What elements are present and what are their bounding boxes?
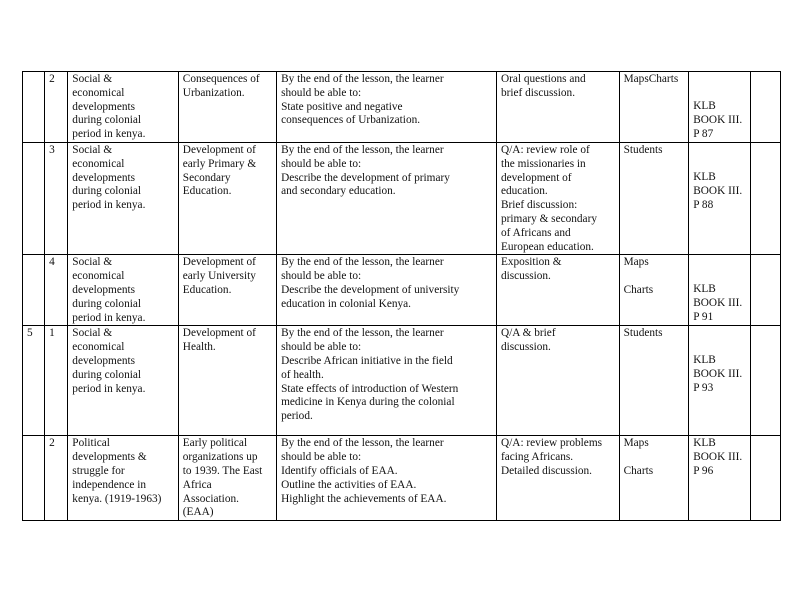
resources-cell xyxy=(619,436,689,521)
resource-item: MapsCharts xyxy=(623,73,679,85)
remarks-cell xyxy=(751,143,781,255)
remarks-cell xyxy=(751,72,781,143)
objectives-cell: By the end of the lesson, the learner should be able to: Describe the development of primary and secondary education. xyxy=(277,143,497,255)
reference-cell: KLB BOOK III. P 96 xyxy=(689,436,751,521)
table-row xyxy=(23,436,781,521)
table-row xyxy=(23,326,781,436)
resource-item: Students xyxy=(623,144,663,156)
activities-cell: Oral questions and brief discussion. xyxy=(496,72,619,143)
lesson-cell: 2 xyxy=(45,436,68,521)
topic-cell: Social & economical developments during colonial period in kenya. xyxy=(68,255,178,326)
week-cell xyxy=(23,72,45,143)
subtopic-cell: Development of Health. xyxy=(178,326,276,436)
lesson-cell: 2 xyxy=(45,72,68,143)
subtopic-cell: Early political organizations up to 1939. The East Africa Association. (EAA) xyxy=(178,436,276,521)
topic-cell: Social & economical developments during colonial period in kenya. xyxy=(68,72,178,143)
objectives-cell: By the end of the lesson, the learner should be able to: Describe the development of university education in colonial Kenya. xyxy=(277,255,497,326)
objectives-cell: By the end of the lesson, the learner should be able to: State positive and negative consequences of Urbanization. xyxy=(277,72,497,143)
scheme-of-work-table xyxy=(22,71,781,521)
resources-cell xyxy=(619,255,689,326)
topic-cell: Social & economical developments during colonial period in kenya. xyxy=(68,143,178,255)
subtopic-cell: Consequences of Urbanization. xyxy=(178,72,276,143)
objectives-cell: By the end of the lesson, the learner should be able to: Identify officials of EAA. Outline the activities of EAA. Highlight the achievements of EAA. xyxy=(277,436,497,521)
reference-cell: KLB BOOK III. P 88 xyxy=(689,143,751,255)
table-row xyxy=(23,255,781,326)
resources-cell xyxy=(619,326,689,436)
reference-cell: KLB BOOK III. P 93 xyxy=(689,326,751,436)
table-row xyxy=(23,72,781,143)
remarks-cell xyxy=(751,255,781,326)
topic-cell: Social & economical developments during colonial period in kenya. xyxy=(68,326,178,436)
resources-cell xyxy=(619,143,689,255)
resource-item: Charts xyxy=(623,283,654,296)
week-cell xyxy=(23,143,45,255)
reference-cell: KLB BOOK III. P 91 xyxy=(689,255,751,326)
reference-cell: KLB BOOK III. P 87 xyxy=(689,72,751,143)
week-cell: 5 xyxy=(23,326,45,436)
week-cell xyxy=(23,255,45,326)
subtopic-cell: Development of early Primary & Secondary Education. xyxy=(178,143,276,255)
table-row xyxy=(23,143,781,255)
lesson-cell: 3 xyxy=(45,143,68,255)
lesson-cell: 4 xyxy=(45,255,68,326)
activities-cell: Exposition & discussion. xyxy=(496,255,619,326)
activities-cell: Q/A: review role of the missionaries in development of education. Brief discussion: primary & secondary of Africans and European education. xyxy=(496,143,619,255)
remarks-cell xyxy=(751,326,781,436)
activities-cell: Q/A & brief discussion. xyxy=(496,326,619,436)
topic-cell: Political developments & struggle for independence in kenya. (1919-1963) xyxy=(68,436,178,521)
resources-cell xyxy=(619,72,689,143)
resource-item: Maps xyxy=(623,437,649,450)
activities-cell: Q/A: review problems facing Africans. Detailed discussion. xyxy=(496,436,619,521)
resource-item: Students xyxy=(623,327,663,340)
lesson-cell: 1 xyxy=(45,326,68,436)
resource-item: Maps xyxy=(623,256,649,269)
spacer xyxy=(624,270,685,284)
week-cell xyxy=(23,436,45,521)
subtopic-cell: Development of early University Education. xyxy=(178,255,276,326)
spacer xyxy=(624,451,685,465)
objectives-cell: By the end of the lesson, the learner should be able to: Describe African initiative in the field of health. State effects of introduction of Western medicine in Kenya during the colonial period. xyxy=(277,326,497,436)
remarks-cell xyxy=(751,436,781,521)
resource-item: Charts xyxy=(623,464,654,477)
